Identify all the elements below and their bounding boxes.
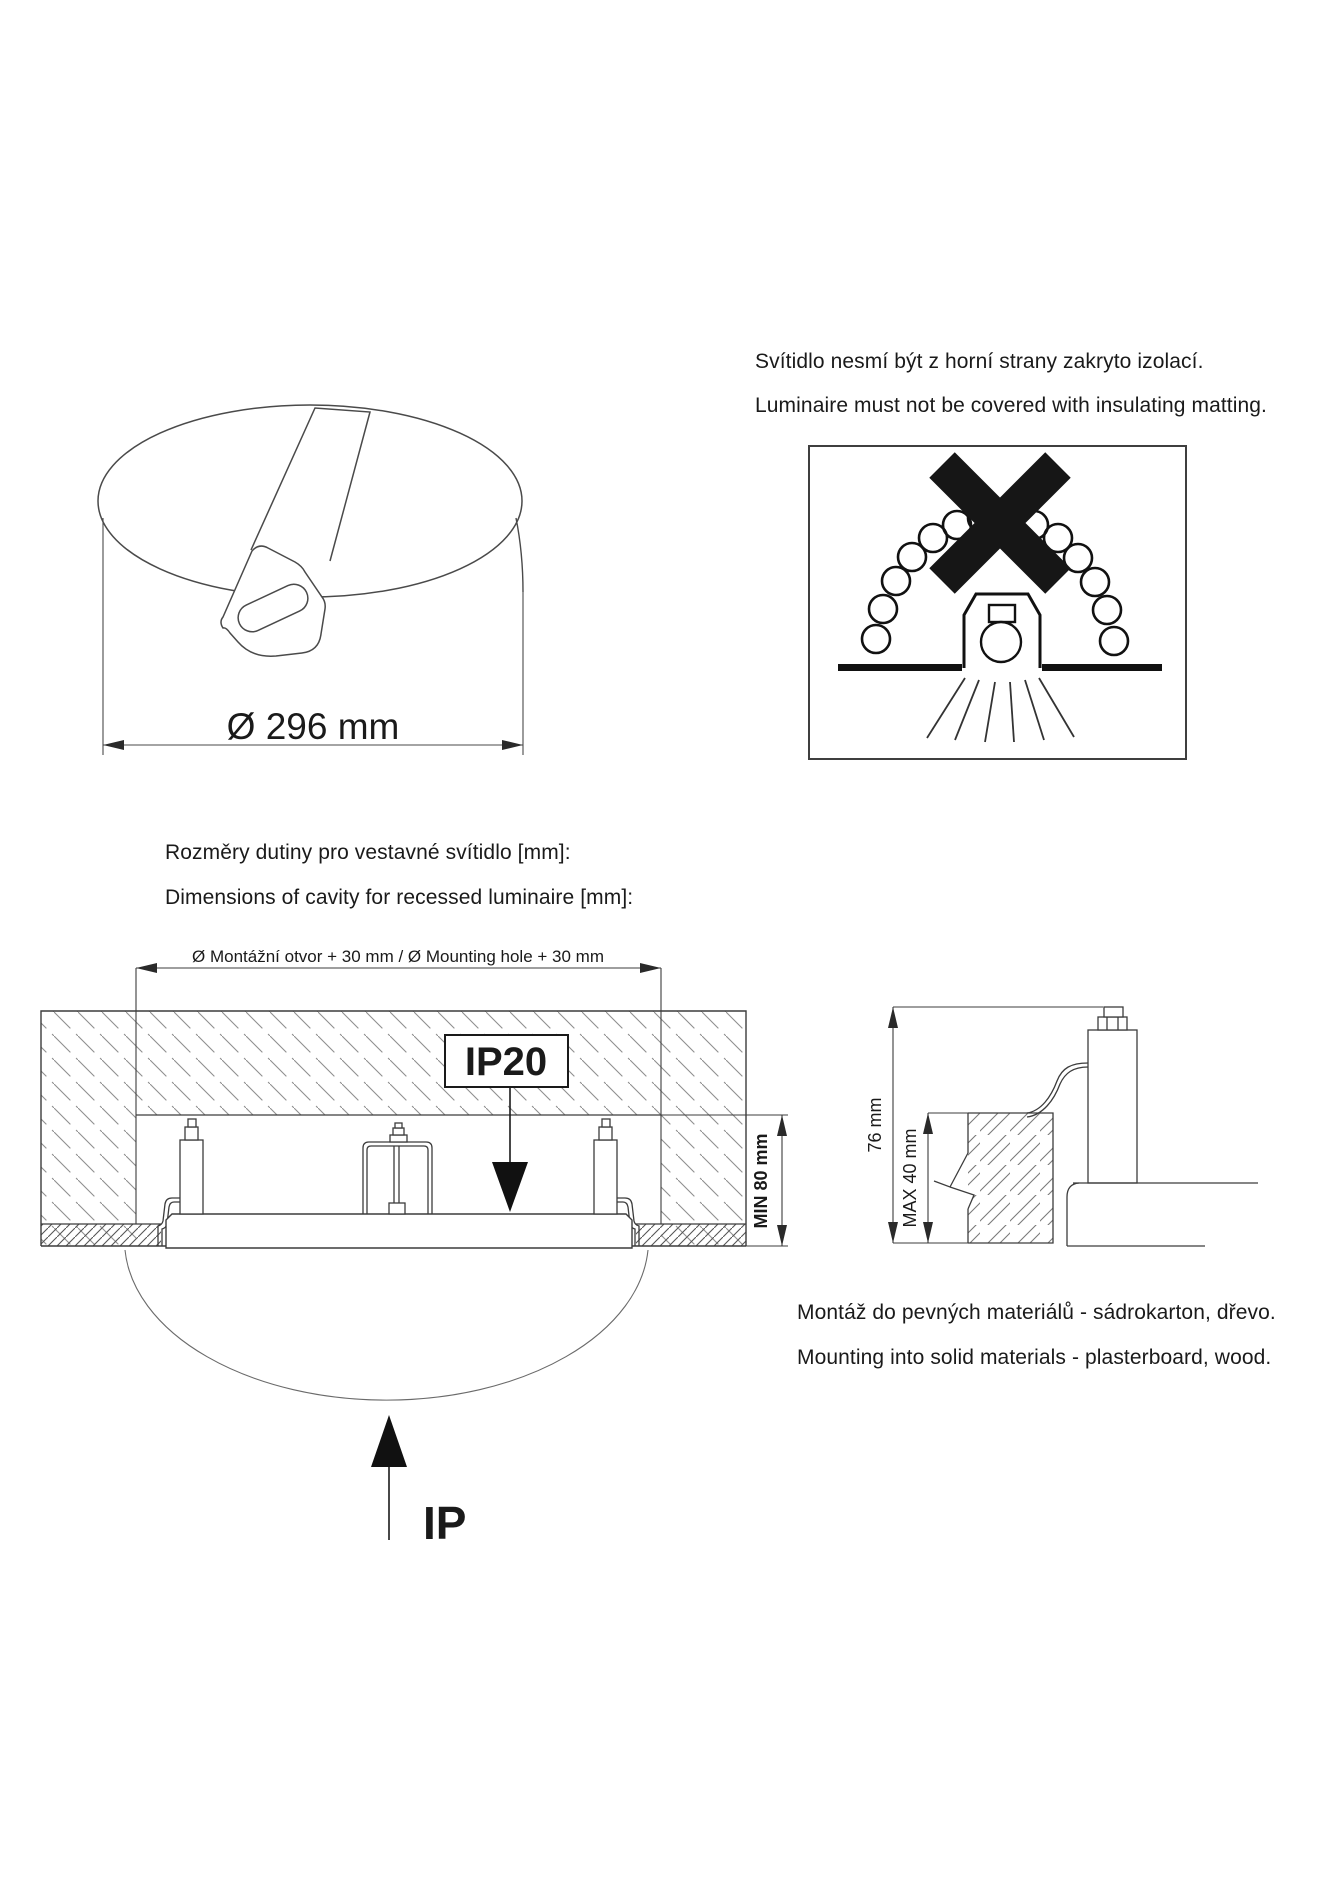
insulation-warning-text-en: Luminaire must not be covered with insulating matting. xyxy=(755,394,1267,417)
max-thickness-dimension-label: MAX 40 mm xyxy=(900,1128,920,1228)
glass-dome xyxy=(125,1250,648,1400)
luminaire-top-view-figure xyxy=(60,390,560,780)
no-insulation-warning-box xyxy=(808,445,1187,760)
ip-arrow-icon xyxy=(371,1415,407,1540)
edge-detail-figure xyxy=(860,985,1280,1275)
diameter-dimension-label: Ø 296 mm xyxy=(226,706,400,747)
mounting-stud-left xyxy=(180,1119,203,1214)
cavity-dimensions-title-en: Dimensions of cavity for recessed luminaire [mm]: xyxy=(165,886,634,909)
cross-section-figure xyxy=(30,940,800,1560)
min-depth-dimension-label: MIN 80 mm xyxy=(751,1133,771,1229)
detail-stud xyxy=(1088,1007,1137,1183)
cavity-dimensions-title-cz: Rozměry dutiny pro vestavné svítidlo [mm]: xyxy=(165,841,571,864)
luminaire-body-edge xyxy=(1067,1183,1258,1246)
mounting-stud-right xyxy=(594,1119,617,1214)
ip20-label: IP20 xyxy=(464,1040,548,1084)
ip-label: IP xyxy=(423,1497,467,1549)
plasterboard-block xyxy=(968,1113,1053,1243)
height-dimension-label: 76 mm xyxy=(865,1097,885,1153)
cross-x-icon xyxy=(929,452,1070,593)
light-rays xyxy=(927,678,1074,742)
mounting-note-en: Mounting into solid materials - plasterboard, wood. xyxy=(797,1346,1272,1369)
insulation-warning-text-cz: Svítidlo nesmí být z horní strany zakryto izolací. xyxy=(755,350,1204,373)
trim-plate xyxy=(166,1214,632,1248)
detail-spring-clip xyxy=(1027,1063,1088,1117)
mounting-strap xyxy=(251,408,370,561)
mounting-note-cz: Montáž do pevných materiálů - sádrokarton, dřevo. xyxy=(797,1301,1276,1324)
mounting-bracket xyxy=(363,1123,432,1214)
mounting-hole-dimension-label: Ø Montážní otvor + 30 mm / Ø Mounting hole + 30 mm xyxy=(192,947,604,966)
no-insulation-icon xyxy=(810,447,1185,758)
ceiling-hatch-top xyxy=(41,1011,746,1115)
